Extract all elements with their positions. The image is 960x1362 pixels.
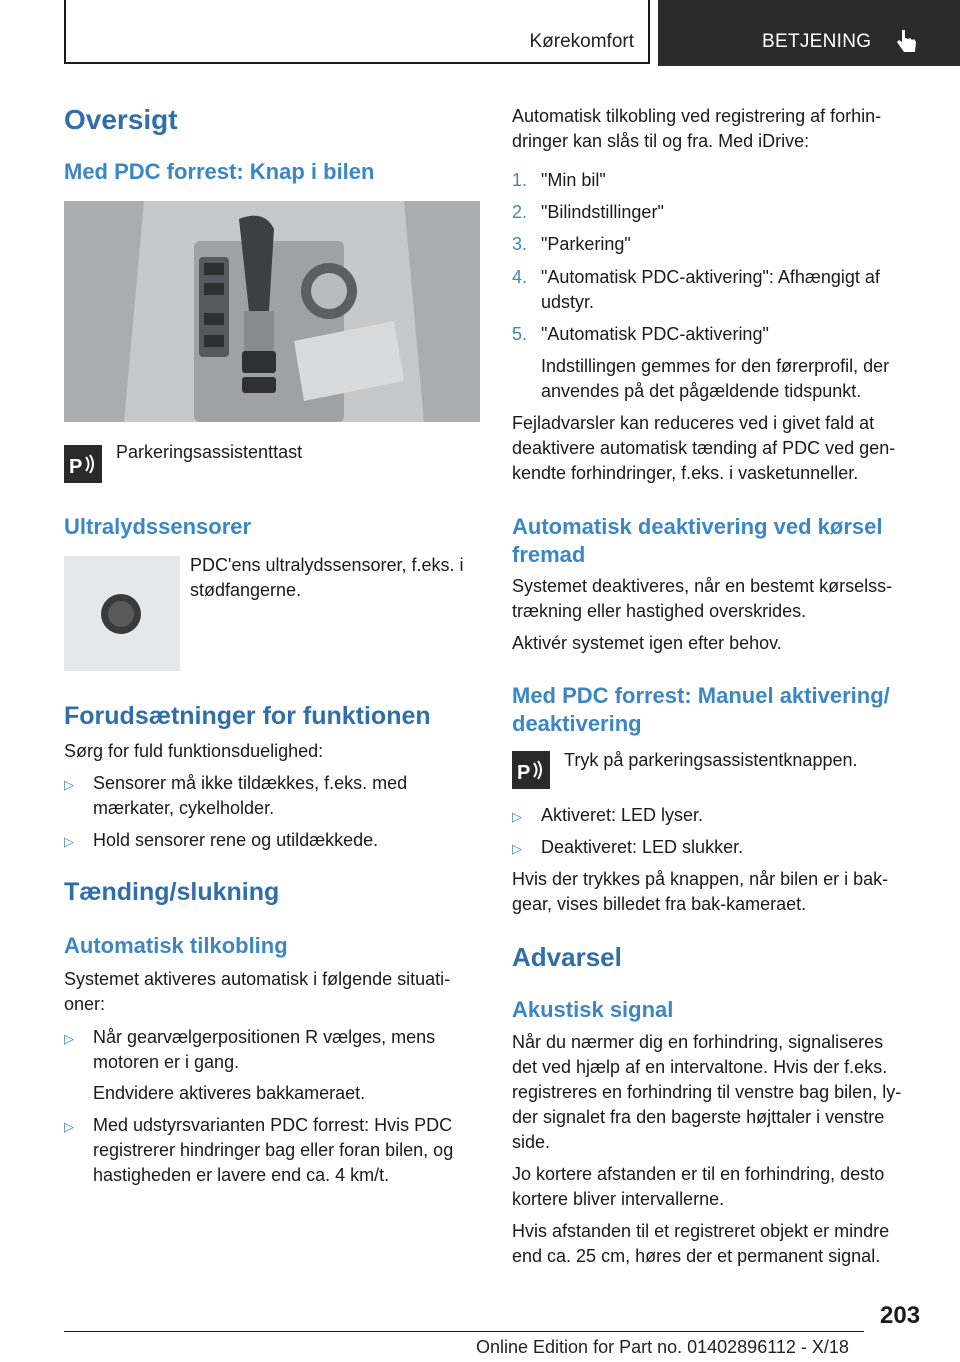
idrive-intro-line-1: Automatisk tilkobling ved registrering af forhin- (512, 106, 882, 126)
auto-on-heading: Automatisk tilkobling (64, 933, 288, 958)
center-console-image (64, 201, 480, 422)
header-chapter-tab (658, 0, 960, 66)
permanent-text-line-2: end ca. 25 cm, høres der et permanent signal. (512, 1246, 881, 1266)
on-off-heading: Tænding/slukning (64, 878, 280, 906)
triangle-bullet-icon: ▷ (512, 809, 522, 824)
false-alarm-line-3: kendte forhindringer, f.eks. i vasketunneller. (512, 463, 859, 483)
footer-divider (64, 1331, 864, 1332)
list-item-text: Sensorer må ikke tildækkes, f.eks. med mærkater, cykelholder. (93, 773, 408, 818)
signal-text-line-1: Når du nærmer dig en forhindring, signaliseres (512, 1032, 884, 1052)
signal-heading: Akustisk signal (512, 997, 674, 1022)
false-alarm-line-2: deaktivere automatisk tænding af PDC ved gen- (512, 438, 896, 458)
list-item-text: Deaktiveret: LED slukker. (541, 837, 744, 857)
camera-note: Endvidere aktiveres bakkameraet. (93, 1083, 366, 1103)
signal-text-line-2: det ved hjælp af en intervaltone. Hvis der f.eks. (512, 1057, 888, 1077)
button-caption: Parkeringsassistenttast (116, 442, 303, 462)
pdc-front-heading: Med PDC forrest: Knap i bilen (64, 159, 375, 184)
false-alarm-line-1: Fejladvarsler kan reduceres ved i givet fald at (512, 413, 875, 433)
page-number: 203 (880, 1302, 921, 1329)
manual-heading: Med PDC forrest: Manuel aktivering/ deaktivering (512, 683, 890, 736)
list-item-text: Hold sensorer rene og utildækkede. (93, 830, 379, 850)
auto-off-note: Aktivér systemet igen efter behov. (512, 633, 782, 653)
sensors-text-line-1: PDC'ens ultralydssensorer, f.eks. i (190, 555, 464, 575)
step5-note-line-2: anvendes på det pågældende tidspunkt. (541, 381, 862, 401)
list-item-text: Når gearvælgerpositionen R vælges, mens motoren er i gang. (93, 1027, 436, 1072)
edition-footer: Online Edition for Part no. 01402896112 - X/18 (476, 1337, 849, 1357)
sensor-inner-disc (108, 601, 134, 627)
hand-pointer-icon (895, 28, 919, 54)
auto-intro-line-1: Systemet aktiveres automatisk i følgende situati- (64, 969, 451, 989)
list-item-text: Aktiveret: LED lyser. (541, 805, 704, 825)
idrive-intro-line-2: dringer kan slås til og fra. Med iDrive: (512, 131, 810, 151)
auto-intro-line-2: oner: (64, 994, 106, 1014)
svg-text:P: P (517, 762, 531, 784)
list-item-text: Med udstyrsvarianten PDC forrest: Hvis PDC registrerer hindringer bag eller foran bilen, og hastigheden er lavere end ca. 4 km/t. (93, 1115, 454, 1185)
triangle-bullet-icon: ▷ (64, 1119, 74, 1134)
closer-text-line-2: kortere bliver intervallerne. (512, 1189, 725, 1209)
auto-off-text-line-2: trækning eller hastighed overskrides. (512, 601, 807, 621)
header-section-title: Kørekomfort (529, 31, 634, 52)
permanent-text-line-1: Hvis afstanden til et registreret objekt er mindre (512, 1221, 890, 1241)
svg-text:P: P (69, 456, 83, 478)
signal-text-line-5: side. (512, 1132, 551, 1152)
parking-assist-button-icon (64, 445, 102, 483)
reverse-note-line-1: Hvis der trykkes på knappen, når bilen er i bak- (512, 869, 889, 889)
sensors-text-line-2: stødfangerne. (190, 580, 302, 600)
signal-text-line-3: registreres en forhindring til venstre bag bilen, ly- (512, 1082, 902, 1102)
parking-assist-button-icon (512, 751, 550, 789)
reverse-note-line-2: gear, vises billedet fra bak-kameraet. (512, 894, 807, 914)
header-chapter-title: BETJENING (762, 31, 872, 52)
header-section-box (64, 0, 650, 64)
sensors-heading: Ultralydssensorer (64, 514, 252, 539)
signal-text-line-4: der signalet fra den bagerste højttaler i venstre (512, 1107, 885, 1127)
auto-off-heading: Automatisk deaktivering ved kørsel fremad (512, 514, 883, 567)
triangle-bullet-icon: ▷ (64, 1031, 74, 1046)
preconditions-intro: Sørg for fuld funktionsduelighed: (64, 741, 324, 761)
overview-heading: Oversigt (64, 104, 178, 135)
preconditions-heading: Forudsætninger for funktionen (64, 702, 431, 730)
triangle-bullet-icon: ▷ (64, 834, 74, 849)
ultrasonic-sensor-image (64, 556, 180, 671)
manual-text: Tryk på parkeringsassistentknappen. (564, 750, 858, 770)
warning-heading: Advarsel (512, 942, 622, 972)
triangle-bullet-icon: ▷ (512, 841, 522, 856)
closer-text-line-1: Jo kortere afstanden er til en forhindring, desto (512, 1164, 885, 1184)
auto-off-text-line-1: Systemet deaktiveres, når en bestemt kørselss- (512, 576, 893, 596)
triangle-bullet-icon: ▷ (64, 777, 74, 792)
step5-note-line-1: Indstillingen gemmes for den førerprofil, der (541, 356, 890, 376)
